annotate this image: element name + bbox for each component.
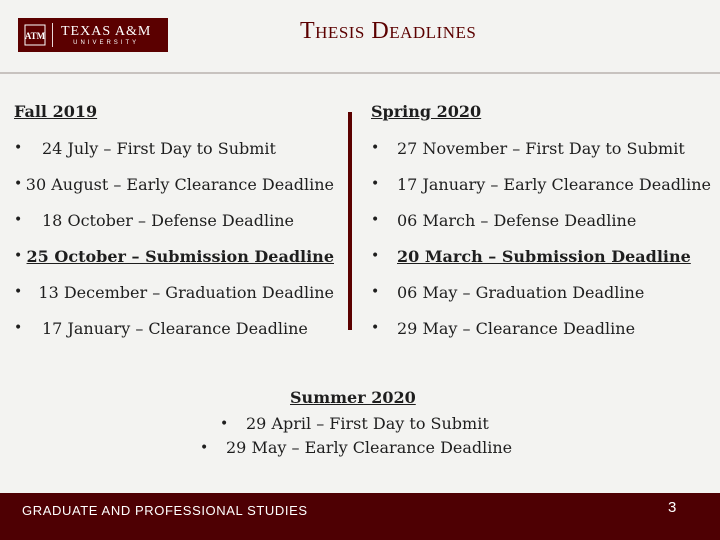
fall-item-text: 24 July – First Day to Submit <box>42 138 276 158</box>
column-divider <box>348 112 352 330</box>
logo-wordmark-line2: UNIVERSITY <box>73 39 140 46</box>
spring-deadline-list <box>371 130 711 346</box>
slide-title: Thesis Deadlines <box>300 18 477 44</box>
tamu-atm-logo-icon <box>24 24 46 46</box>
slide-header <box>0 0 720 72</box>
spring-item <box>371 130 711 166</box>
fall-item-text: 30 August – Early Clearance Deadline <box>25 174 334 194</box>
spring-item-text: 06 March – Defense Deadline <box>397 210 637 230</box>
spring-item <box>371 202 711 238</box>
summer-item-text: 29 April – First Day to Submit <box>246 414 489 433</box>
bullet-icon: • <box>14 176 23 192</box>
bullet-icon: • <box>371 248 380 264</box>
fall-column <box>14 102 334 346</box>
spring-heading: Spring 2020 <box>371 102 482 121</box>
spring-column <box>371 102 711 346</box>
bullet-icon: • <box>371 140 380 156</box>
spring-item <box>371 310 711 346</box>
tamu-logo <box>18 18 168 52</box>
bullet-icon: • <box>371 320 380 336</box>
bullet-icon: • <box>371 176 380 192</box>
page-number: 3 <box>668 499 677 516</box>
spring-item-text: 06 May – Graduation Deadline <box>397 282 645 302</box>
bullet-icon: • <box>14 140 23 156</box>
fall-item <box>14 202 334 238</box>
spring-item <box>371 274 711 310</box>
fall-item <box>14 310 334 346</box>
fall-item <box>14 166 334 202</box>
spring-item-text: 17 January – Early Clearance Deadline <box>397 174 711 194</box>
logo-mark-text: ATM <box>24 31 46 41</box>
spring-item-text: 27 November – First Day to Submit <box>397 138 685 158</box>
bullet-icon: • <box>220 416 229 432</box>
bullet-icon: • <box>200 440 209 456</box>
summer-item <box>200 438 512 458</box>
fall-item <box>14 130 334 166</box>
summer-item <box>220 414 489 434</box>
bullet-icon: • <box>14 320 23 336</box>
fall-heading: Fall 2019 <box>14 102 98 121</box>
spring-item-text: 29 May – Clearance Deadline <box>397 318 636 338</box>
fall-item-submission <box>14 238 334 274</box>
bullet-icon: • <box>14 284 23 300</box>
summer-item-text: 29 May – Early Clearance Deadline <box>226 438 513 457</box>
spring-item-text: 20 March – Submission Deadline <box>397 246 691 266</box>
slide-footer <box>0 493 720 540</box>
fall-item-text: 17 January – Clearance Deadline <box>42 318 308 338</box>
bullet-icon: • <box>14 212 23 228</box>
fall-item <box>14 274 334 310</box>
bullet-icon: • <box>371 212 380 228</box>
spring-item <box>371 166 711 202</box>
footer-label: GRADUATE AND PROFESSIONAL STUDIES <box>22 503 308 518</box>
logo-wordmark-line1: TEXAS A&M <box>61 23 152 39</box>
fall-item-text: 13 December – Graduation Deadline <box>38 282 334 302</box>
spring-item-submission <box>371 238 711 274</box>
bullet-icon: • <box>371 284 380 300</box>
bullet-icon: • <box>14 248 23 264</box>
summer-heading: Summer 2020 <box>290 388 416 407</box>
logo-divider <box>52 23 53 47</box>
fall-item-text: 18 October – Defense Deadline <box>42 210 294 230</box>
logo-wordmark <box>61 24 151 47</box>
fall-deadline-list <box>14 130 334 346</box>
fall-item-text: 25 October – Submission Deadline <box>26 246 334 266</box>
header-rule <box>0 72 720 74</box>
